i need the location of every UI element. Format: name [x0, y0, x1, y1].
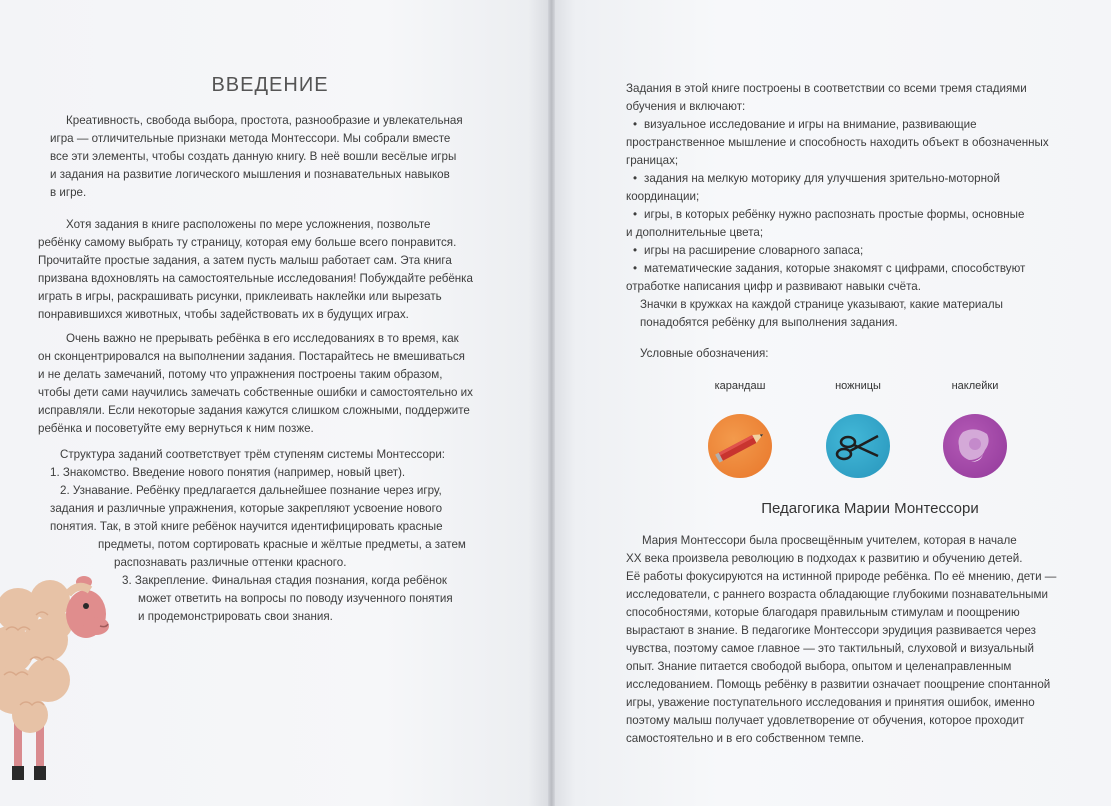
stages-heading: Структура заданий соответствует трём ступеням системы Монтессори: — [60, 448, 446, 461]
stage-2-line-5: распознавать различные оттенки красного. — [114, 556, 347, 569]
scissors-icon — [826, 414, 890, 478]
intro-paragraph-3: Очень важно не прерывать ребёнка в его исследованиях в то время, как он сконцентрировался на выполнении задания. Постарайтесь не вмешиваться и не делать замечаний, потому что упражнения построены таким образом, чтобы дети сами научились замечать собственные ошибки и самостоятельно их исправляли. Если некоторые задания кажутся слишком сложными, поддержите ребёнка и посоветуйте ему вернуться к ним позже. — [38, 332, 473, 435]
stage-1: 1. Знакомство. Введение нового понятия (например, новый цвет). — [50, 466, 406, 479]
stage-3-line-2: может ответить на вопросы по поводу изученного понятия — [138, 592, 453, 605]
pencil-icon — [708, 414, 772, 478]
intro-paragraph-1: Креативность, свобода выбора, простота, разнообразие и увлекательная игра — отличительные признаки метода Монтессори. Мы собрали вместе все эти элементы, чтобы создать данную книгу. В неё вошли весёлые игры и задания на развитие логического мышления и познавательных навыков в игре. — [50, 114, 463, 199]
tasks-lead: Задания в этой книге построены в соответствии со всеми тремя стадиями обучения и включают: — [626, 82, 1027, 113]
stage-3-line-3: и продемонстрировать свои знания. — [138, 610, 333, 623]
tasks-list — [626, 116, 1066, 296]
legend-label-pencil: карандаш — [714, 380, 766, 392]
stage-3-line-1: 3. Закрепление. Финальная стадия познания, когда ребёнок — [122, 574, 447, 587]
legend-title: Условные обозначения: — [640, 347, 769, 360]
stage-2-line-3: понятия. Так, в этой книге ребёнок научится идентифицировать красные — [50, 520, 443, 533]
stage-2-line-4: предметы, потом сортировать красные и жёлтые предметы, а затем — [98, 538, 466, 551]
stage-2-line-2: задания и различные упражнения, которые закрепляют усвоение нового — [50, 502, 443, 515]
sticker-icon — [943, 414, 1007, 478]
list-item: • игры на расширение словарного запаса; — [632, 244, 864, 257]
icons-intro: Значки в кружках на каждой странице указывают, какие материалы понадобятся ребёнку для выполнения задания. — [640, 298, 1003, 329]
sheep-illustration — [0, 570, 120, 806]
list-item: • математические задания, которые знакомят с цифрами, способствуют отработке написания цифр и развивают навыки счёта. — [626, 262, 1026, 293]
page-title: ВВЕДЕНИЕ — [211, 74, 329, 96]
section-title: Педагогика Марии Монтессори — [761, 500, 979, 517]
legend-label-stickers: наклейки — [951, 380, 999, 392]
legend-label-scissors: ножницы — [835, 380, 881, 392]
tasks-section — [626, 80, 1066, 296]
montessori-paragraph: Мария Монтессори была просвещённым учителем, которая в начале XX века произвела революцию в подходах к развитию и обучению детей. Её работы фокусируются на истинной природе ребёнка. По её мнению, дети — исследователи, с раннего возраста обладающие глубокими познавательными способностями, которые благодаря правильным стимулам и поощрению вырастают в знание. В педагогике Монтессори эрудиция развивается через чувства, поэтому самое главное — это тактильный, слуховой и визуальный опыт. Знание питается свободой выбора, опытом и целенаправленным исследованием. Помощь ребёнку в развитии означает поощрение спонтанной игры, уважение поступательного исследования и принятия ошибок, именно поэтому малыш получает удовлетворение от обучения, которое проходит самостоятельно и в его собственном темпе. — [626, 534, 1057, 745]
list-item: • игры, в которых ребёнку нужно распознать простые формы, основные и дополнительные цвета; — [626, 208, 1025, 239]
list-item: • визуальное исследование и игры на внимание, развивающие пространственное мышление и способность находить объект в обозначенных границах; — [626, 118, 1049, 167]
stage-2-line-1: 2. Узнавание. Ребёнку предлагается дальнейшее познание через игру, — [60, 484, 442, 497]
list-item: • задания на мелкую моторику для улучшения зрительно-моторной координации; — [626, 172, 1000, 203]
book-gutter — [548, 0, 555, 806]
intro-paragraph-2: Хотя задания в книге расположены по мере усложнения, позвольте ребёнку самому выбрать ту страницу, которая ему больше всего понравится. Прочитайте простые задания, а затем пусть малыш работает сам. Эта книга призвана вдохновлять на самостоятельные исследования! Побуждайте ребёнка играть в игры, раскрашивать рисунки, приклеивать наклейки или вырезать понравившихся животных, чтобы задействовать их в будущих играх. — [38, 218, 473, 321]
